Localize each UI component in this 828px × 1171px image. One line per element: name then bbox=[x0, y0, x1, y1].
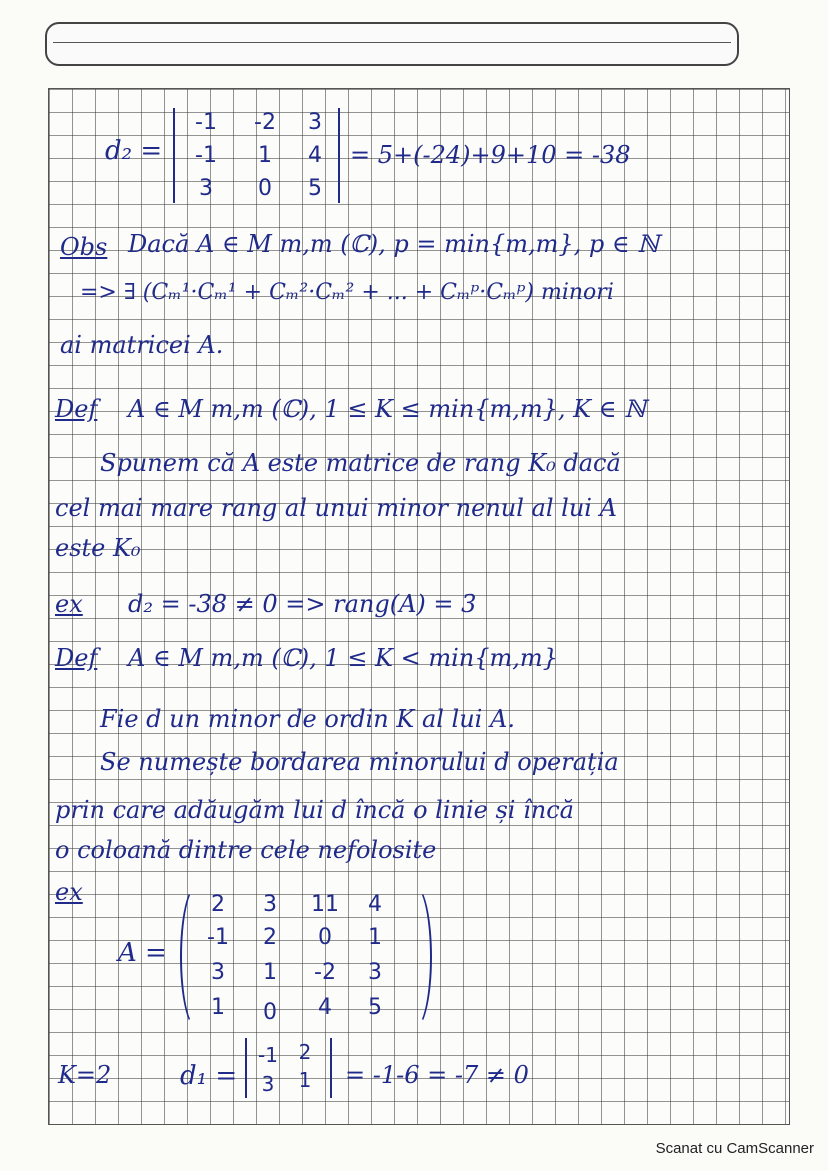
def1-tag: Def bbox=[55, 395, 98, 423]
d2-result: = 5+(-24)+9+10 = -38 bbox=[350, 141, 631, 169]
def2-line5: o coloană dintre cele nefolosite bbox=[55, 836, 437, 864]
matrix-a-cell: 0 bbox=[318, 925, 332, 950]
def2-line3: Se numește bordarea minorului d operația bbox=[100, 748, 619, 776]
def1-line1: A ∈ M m,m (ℂ), 1 ≤ K ≤ min{m,m}, K ∈ ℕ bbox=[128, 395, 647, 423]
d2-left-bar bbox=[173, 108, 175, 203]
ex1-tag: ex bbox=[55, 590, 83, 618]
d2-cell: 3 bbox=[308, 110, 322, 135]
def1-line3: cel mai mare rang al unui minor nenul al lui A bbox=[55, 494, 617, 522]
def2-line2: Fie d un minor de ordin K al lui A. bbox=[100, 705, 515, 733]
d2-label: d₂ = bbox=[105, 136, 163, 166]
matrix-a-cell: 5 bbox=[368, 995, 382, 1020]
d1-label: d₁ = bbox=[180, 1061, 238, 1091]
obs-tag: Obs bbox=[60, 233, 108, 261]
matrix-a-cell: 11 bbox=[311, 892, 339, 917]
matrix-a-right-paren bbox=[398, 885, 432, 1029]
obs-line3: ai matricei A. bbox=[60, 331, 224, 359]
matrix-a-cell: 0 bbox=[263, 1000, 277, 1025]
d1-cell: -1 bbox=[258, 1043, 278, 1067]
matrix-a-cell: -1 bbox=[207, 925, 229, 950]
header-box bbox=[45, 22, 739, 66]
matrix-a-cell: 1 bbox=[211, 995, 225, 1020]
d2-cell: -2 bbox=[254, 110, 276, 135]
matrix-a-cell: 1 bbox=[368, 925, 382, 950]
matrix-a-cell: 4 bbox=[318, 995, 332, 1020]
d2-cell: -1 bbox=[195, 110, 217, 135]
d2-cell: -1 bbox=[195, 143, 217, 168]
scanner-watermark: Scanat cu CamScanner bbox=[655, 1140, 814, 1157]
matrix-a-cell: -2 bbox=[314, 960, 336, 985]
matrix-a-label: A = bbox=[118, 938, 167, 968]
d1-cell: 2 bbox=[298, 1040, 312, 1064]
matrix-a-cell: 2 bbox=[263, 925, 277, 950]
d1-right-bar bbox=[330, 1038, 332, 1098]
matrix-a-cell: 3 bbox=[263, 892, 277, 917]
matrix-a-cell: 2 bbox=[211, 892, 225, 917]
header-rule bbox=[53, 42, 731, 43]
d2-cell: 3 bbox=[199, 176, 213, 201]
def1-line2: Spunem că A este matrice de rang K₀ dacă bbox=[100, 449, 621, 477]
def2-line1: A ∈ M m,m (ℂ), 1 ≤ K < min{m,m} bbox=[128, 644, 558, 672]
matrix-a-cell: 4 bbox=[368, 892, 382, 917]
matrix-a-cell: 3 bbox=[368, 960, 382, 985]
ex2-tag: ex bbox=[55, 878, 83, 906]
d2-cell: 5 bbox=[308, 176, 322, 201]
d2-right-bar bbox=[338, 108, 340, 203]
d1-cell: 1 bbox=[298, 1068, 312, 1092]
k-value: K=2 bbox=[58, 1061, 112, 1089]
d1-result: = -1-6 = -7 ≠ 0 bbox=[345, 1061, 529, 1089]
def2-line4: prin care adăugăm lui d încă o linie și încă bbox=[55, 796, 574, 824]
d2-cell: 1 bbox=[258, 143, 272, 168]
d1-cell: 3 bbox=[261, 1072, 275, 1096]
d1-left-bar bbox=[245, 1038, 247, 1098]
def2-tag: Def bbox=[55, 644, 98, 672]
d2-cell: 4 bbox=[308, 143, 322, 168]
def1-line4: este K₀ bbox=[55, 534, 141, 562]
obs-line2: => ∃ (Cₘ¹·Cₘ¹ + Cₘ²·Cₘ² + ... + Cₘᵖ·Cₘᵖ) minori bbox=[80, 280, 614, 305]
matrix-a-cell: 3 bbox=[211, 960, 225, 985]
ex1-text: d₂ = -38 ≠ 0 => rang(A) = 3 bbox=[128, 590, 477, 618]
d2-cell: 0 bbox=[258, 176, 272, 201]
matrix-a-cell: 1 bbox=[263, 960, 277, 985]
obs-line1: Dacă A ∈ M m,m (ℂ), p = min{m,m}, p ∈ ℕ bbox=[128, 230, 660, 258]
